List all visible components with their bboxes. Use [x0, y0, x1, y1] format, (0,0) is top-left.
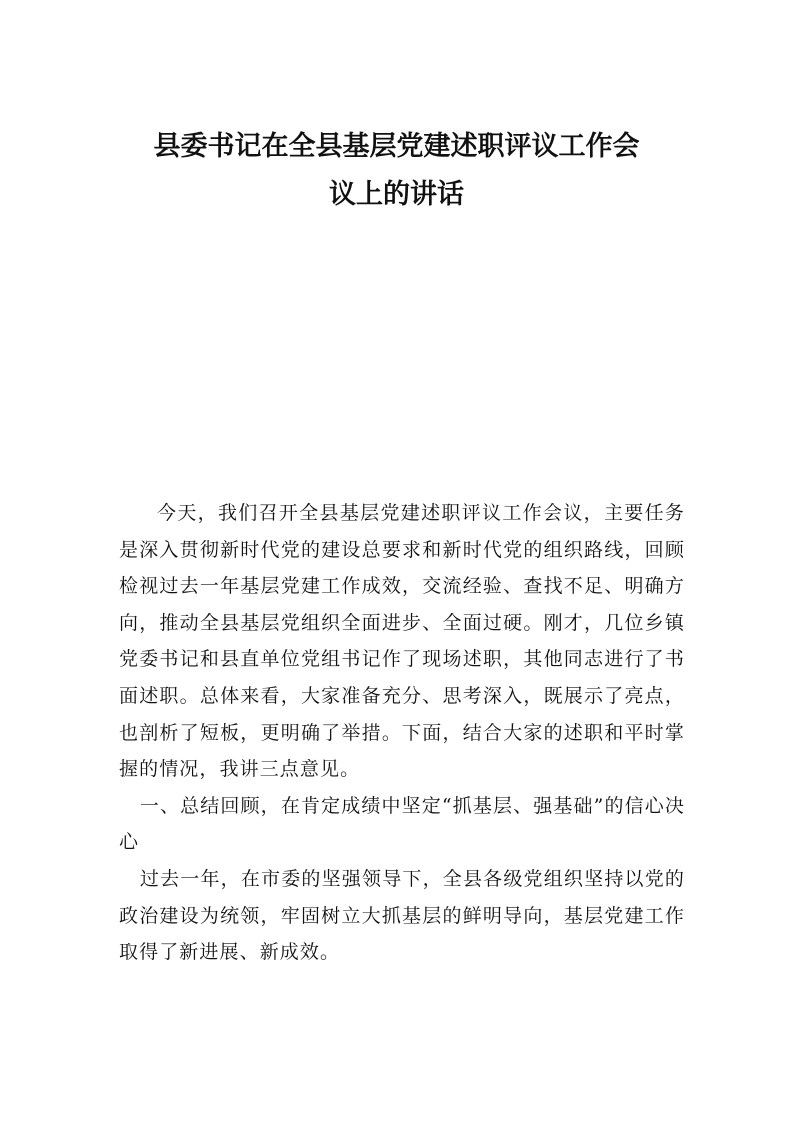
section-1-paragraph: 过去一年，在市委的坚强领导下，全县各级党组织坚持以党的政治建设为统领，牢固树立大抓基层的鲜明导向，基层党建工作取得了新进展、新成效。 — [119, 867, 685, 964]
section-1-heading: 一、总结回顾，在肯定成绩中坚定“抓基层、强基础”的信心决心 — [119, 794, 685, 854]
intro-paragraph: 今天，我们召开全县基层党建述职评议工作会议，主要任务是深入贯彻新时代党的建设总要求和新时代党的组织路线，回顾检视过去一年基层党建工作成效，交流经验、查找不足、明确方向，推动全县基层党组织全面进步、全面过硬。刚才，几位乡镇党委书记和县直单位党组书记作了现场述职，其他同志进行了书面述职。总体来看，大家准备充分、思考深入，既展示了亮点，也剖析了短板，更明确了举措。下面，结合大家的述职和平时掌握的情况，我讲三点意见。 — [119, 502, 685, 781]
title-line-2: 议上的讲话 — [329, 179, 464, 210]
document-title — [0, 123, 793, 219]
document-body — [119, 495, 685, 971]
title-line-1: 县委书记在全县基层党建述职评议工作会 — [153, 131, 640, 162]
